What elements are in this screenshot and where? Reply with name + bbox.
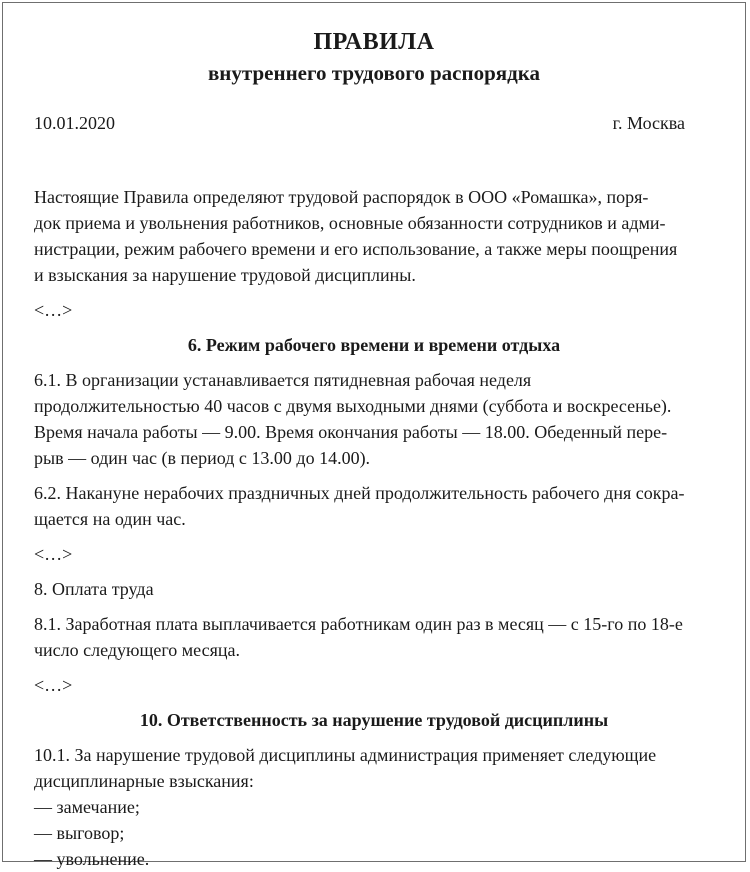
section-8-heading: 8. Оплата труда xyxy=(34,579,154,599)
text-line: нистрации, режим рабочего времени и его использование, а также меры поощрения xyxy=(34,239,678,259)
text-line: продолжительностью 40 часов с двумя выходными днями (суббота и воскресенье). xyxy=(34,396,672,416)
text-line: рыв — один час (в период с 13.00 до 14.00). xyxy=(34,448,371,468)
text-line: 6.1. В организации устанавливается пятидневная рабочая неделя xyxy=(34,370,532,390)
text-line: 10.1. За нарушение трудовой дисциплины администрация применяет следующие xyxy=(34,745,657,765)
clause-10-1 xyxy=(34,742,714,794)
list-item: — увольнение. xyxy=(34,849,150,869)
document-subtitle: внутреннего трудового распорядка xyxy=(207,61,541,85)
list-item: — выговор; xyxy=(34,823,125,843)
text-line: док приема и увольнения работников, основные обязанности сотрудников и адми- xyxy=(34,213,666,233)
omission-mark: <…> xyxy=(34,300,73,320)
document-title: ПРАВИЛА xyxy=(313,29,435,55)
text-line: Настоящие Правила определяют трудовой распорядок в ООО «Ромашка», поря- xyxy=(34,187,649,207)
omission-mark: <…> xyxy=(34,675,73,695)
text-line: Время начала работы — 9.00. Время окончания работы — 18.00. Обеденный пере- xyxy=(34,422,668,442)
clause-6-1 xyxy=(34,367,714,471)
document-city: г. Москва xyxy=(612,113,685,133)
sanctions-list xyxy=(34,794,714,872)
text-line: число следующего месяца. xyxy=(34,640,240,660)
text-line: 6.2. Накануне нерабочих праздничных дней продолжительность рабочего дня сокра- xyxy=(34,483,685,503)
document-date: 10.01.2020 xyxy=(34,113,115,133)
text-line: дисциплинарные взыскания: xyxy=(34,771,254,791)
section-10-heading: 10. Ответственность за нарушение трудовой дисциплины xyxy=(139,710,609,730)
intro-paragraph xyxy=(34,184,714,288)
clause-6-2 xyxy=(34,480,714,532)
text-line: и взыскания за нарушение трудовой дисциплины. xyxy=(34,265,416,285)
clause-8-1 xyxy=(34,611,714,663)
document-body xyxy=(34,184,714,872)
list-item: — замечание; xyxy=(34,797,140,817)
omission-mark: <…> xyxy=(34,544,73,564)
section-6-heading: 6. Режим рабочего времени и времени отдыха xyxy=(187,335,561,355)
text-line: щается на один час. xyxy=(34,509,186,529)
text-line: 8.1. Заработная плата выплачивается работникам один раз в месяц — с 15-го по 18-е xyxy=(34,614,683,634)
document-page xyxy=(2,2,746,869)
